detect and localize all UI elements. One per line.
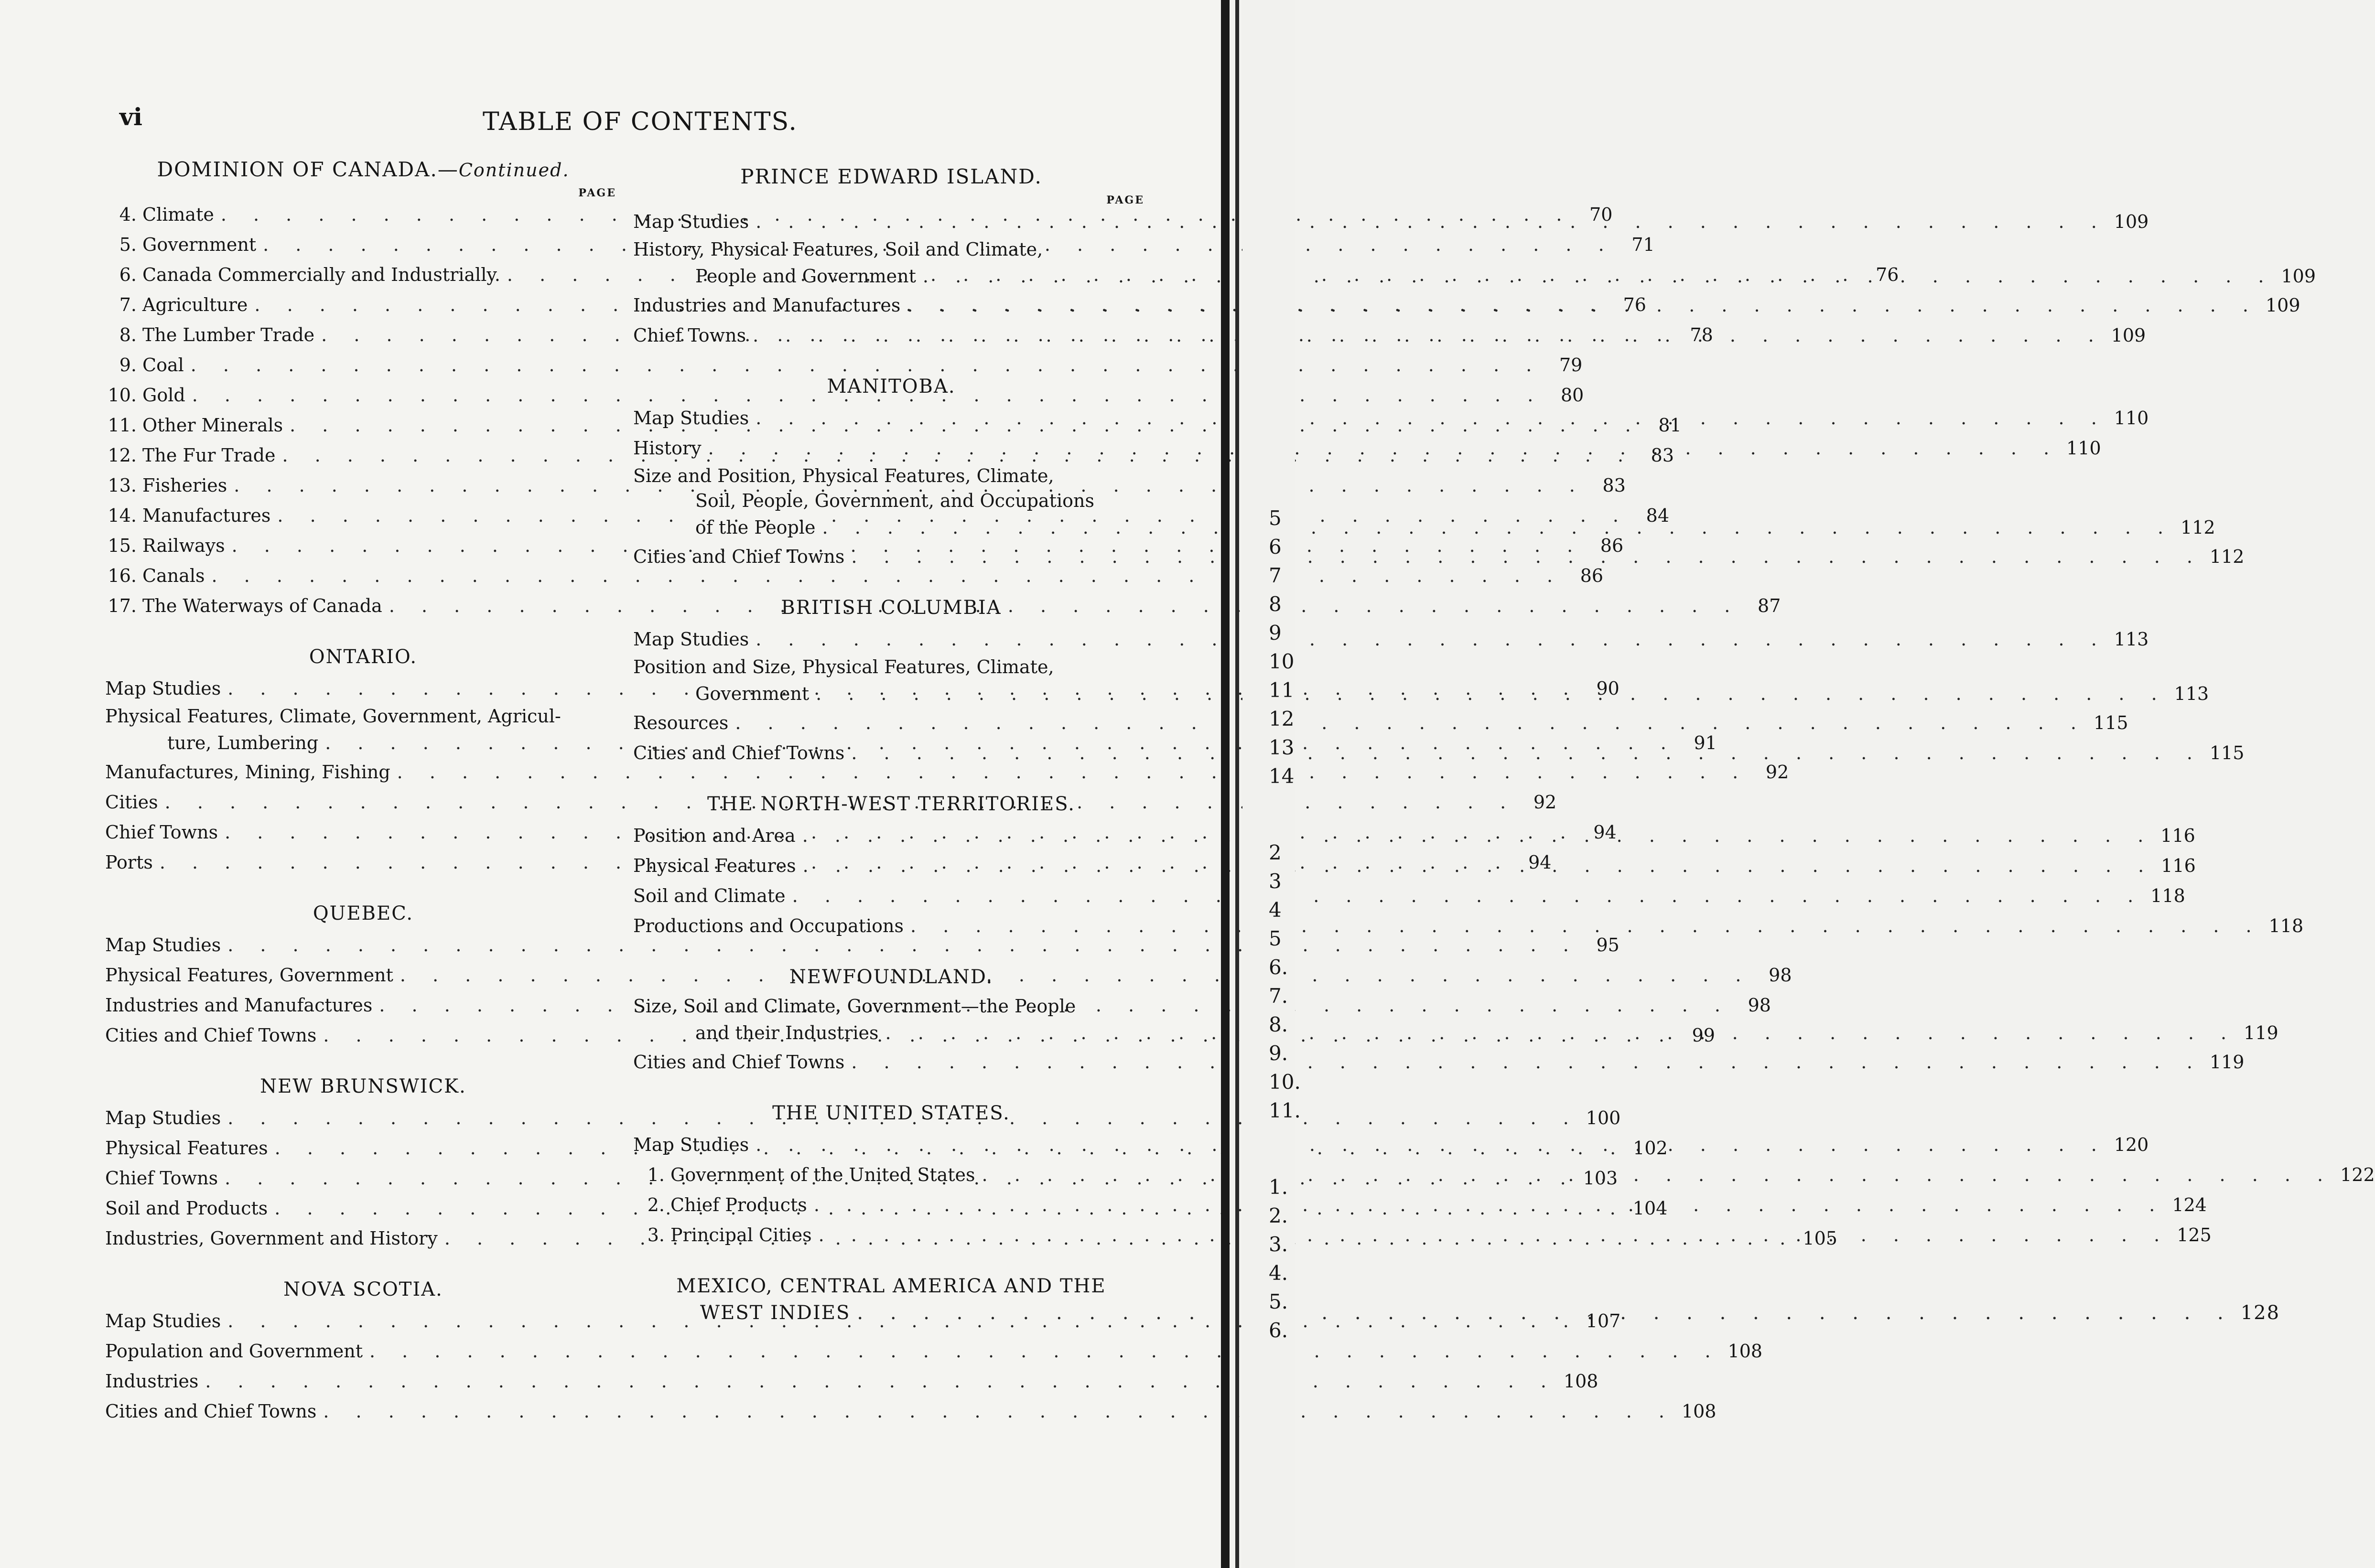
page-number: 118	[2150, 885, 2185, 906]
page-number: 122	[2340, 1164, 2375, 1185]
entry-label: Coal	[142, 354, 184, 376]
entry-label: Map Studies	[633, 211, 749, 232]
page-number: 70	[1589, 204, 1613, 225]
entry-label: Cities	[105, 792, 158, 813]
page-number: 86	[1580, 565, 1604, 586]
section-title-text: QUEBEC.	[313, 902, 414, 924]
facing-page-number: 6.	[1269, 956, 1288, 979]
entry-label: Manufactures	[142, 505, 271, 526]
page-number: 118	[2268, 915, 2304, 936]
dot-leader	[735, 708, 2087, 738]
dot-leader	[923, 262, 2275, 290]
entry-label: Position and Area	[633, 825, 796, 846]
page-number: 116	[2161, 855, 2196, 876]
entry-label: Chief Towns	[633, 325, 746, 346]
page-number: 83	[1602, 475, 1626, 496]
page-number: 98	[1748, 995, 1771, 1016]
section-title	[105, 897, 621, 930]
page-number: 109	[2114, 211, 2149, 232]
page-number: 125	[2177, 1224, 2212, 1246]
facing-page-number: 7	[1269, 564, 1282, 587]
entry-number: 9.	[119, 354, 137, 376]
dot-leader	[205, 1366, 1557, 1396]
entry-number: 12.	[108, 445, 137, 466]
entry-label: Map Studies	[105, 1310, 221, 1332]
page-number: 91	[1694, 732, 1717, 753]
facing-page-number: 6.	[1269, 1319, 1288, 1342]
entry-number: 7.	[119, 294, 137, 315]
entry-label: Cities and Chief Towns	[633, 546, 845, 567]
section-title-continued: Continued.	[458, 160, 570, 181]
dot-leader	[756, 403, 2107, 433]
facing-page-number: 8	[1269, 592, 1282, 616]
dot-leader	[851, 738, 2203, 768]
dot-leader	[910, 911, 2262, 941]
section-title-text: ONTARIO.	[309, 646, 418, 668]
entry-label: Map Studies	[633, 1134, 749, 1155]
entry-label: Ports	[105, 852, 153, 873]
entry-label: Industries, Government and History	[105, 1228, 438, 1249]
page-gutter-shadow	[1221, 0, 1230, 1568]
facing-page-number: 11	[1269, 678, 1295, 702]
facing-page-number: 2	[1269, 841, 1282, 864]
page-number: 76	[1876, 264, 1899, 285]
section-title-text: THE NORTH-WEST TERRITORIES.	[707, 793, 1075, 815]
entry-label: Map Studies	[633, 629, 749, 650]
facing-page-number: 13	[1269, 736, 1295, 759]
entry-label: Agriculture	[142, 294, 248, 315]
page-number: 83	[1651, 445, 1674, 466]
dot-leader	[756, 207, 2107, 237]
page-number: 81	[1658, 415, 1682, 436]
entry-label: Map Studies	[633, 408, 749, 429]
page-number: 108	[1727, 1341, 1763, 1362]
section-title	[105, 640, 621, 674]
section-title-text: THE UNITED STATES.	[772, 1102, 1010, 1124]
facing-page-number: 7.	[1269, 984, 1288, 1008]
section-title-text: MANITOBA.	[827, 376, 956, 397]
entry-label: Railways	[142, 535, 225, 556]
page-number: 103	[1583, 1168, 1618, 1189]
entry-label-continued: of the People	[695, 517, 816, 538]
toc-entry	[105, 350, 1583, 380]
dot-leader	[816, 679, 2168, 708]
entry-label: Size, Soil and Climate, Government—the People	[633, 996, 1076, 1017]
entry-number: 10.	[108, 385, 137, 406]
facing-page-number: 1.	[1269, 1175, 1288, 1199]
entry-label: Canals	[142, 565, 205, 586]
entry-label: Gold	[142, 385, 185, 406]
dot-leader	[885, 1019, 2237, 1047]
entry-number: 6.	[119, 264, 137, 285]
page-number: 104	[1632, 1198, 1668, 1219]
toc-entry	[633, 911, 2304, 941]
section-title	[105, 153, 621, 186]
section-title-text: PRINCE EDWARD ISLAND.	[740, 165, 1042, 188]
section-title-text: MEXICO, CENTRAL AMERICA AND THE	[676, 1275, 1106, 1297]
dot-leader	[814, 1190, 2166, 1220]
page-number: 124	[2172, 1194, 2207, 1215]
dot-leader	[803, 851, 2155, 881]
running-title: TABLE OF CONTENTS.	[483, 107, 798, 136]
dot-leader	[369, 1336, 1721, 1366]
entry-label-continued: People and Government	[695, 266, 916, 287]
page-number: 110	[2066, 438, 2101, 459]
dot-leader	[756, 624, 2107, 655]
entry-label: Physical Features, Government	[105, 965, 393, 986]
section-title	[633, 591, 1149, 624]
entry-number: 14.	[108, 505, 137, 526]
page-number: 86	[1600, 535, 1624, 556]
entry-label: Cities and Chief Towns	[105, 1025, 317, 1046]
page-number: 119	[2244, 1022, 2278, 1043]
page-column-heading: PAGE	[1106, 194, 1144, 206]
entry-label: Map Studies	[105, 934, 221, 956]
facing-page-number: 5	[1269, 506, 1282, 530]
entry-label: Soil and Products	[105, 1198, 268, 1219]
section-title-line2: WEST INDIES	[700, 1302, 851, 1324]
entry-label: Resources	[633, 712, 729, 733]
entry-number: 17.	[108, 595, 137, 616]
dot-leader	[982, 1160, 2334, 1190]
page-number: 128	[2240, 1302, 2280, 1324]
facing-page-number: 2.	[1269, 1204, 1288, 1227]
page-folio: vi	[119, 103, 143, 131]
page-number: 113	[2174, 683, 2209, 704]
section-title	[105, 1273, 621, 1306]
entry-label: Cities and Chief Towns	[633, 742, 845, 763]
section-title-text: NOVA SCOTIA.	[283, 1278, 443, 1300]
facing-page-number: 11.	[1269, 1099, 1301, 1122]
page-number: 112	[2181, 517, 2215, 538]
entry-label: Productions and Occupations	[633, 915, 904, 936]
facing-page-number: 10.	[1269, 1070, 1301, 1094]
entry-label-continued: Soil, People, Government, and Occupations	[695, 490, 1094, 511]
entry-label: History	[633, 438, 702, 459]
page-number: 113	[2114, 629, 2149, 650]
page-number: 79	[1559, 354, 1583, 376]
entry-number: 4.	[119, 204, 137, 225]
facing-page-number: 14	[1269, 764, 1295, 788]
facing-page-number: 9.	[1269, 1042, 1288, 1065]
entry-label: The Fur Trade	[142, 445, 276, 466]
entry-label: The Waterways of Canada	[142, 595, 382, 616]
entry-label: Climate	[142, 204, 214, 225]
entry-number: 1.	[647, 1164, 665, 1185]
dot-leader	[753, 321, 2105, 351]
section-title	[633, 160, 1149, 193]
entry-label: Map Studies	[105, 678, 221, 699]
page-number: 116	[2160, 825, 2195, 846]
entry-label: Government	[142, 234, 257, 255]
section-title-text: DOMINION OF CANADA.—	[157, 158, 459, 181]
facing-page-number: 10	[1269, 650, 1295, 673]
page-number: 95	[1596, 934, 1619, 956]
entry-number: 8.	[119, 324, 137, 345]
section-title	[633, 1096, 1149, 1130]
dot-leader	[851, 542, 2203, 572]
entry-label: Government of the United States	[670, 1164, 975, 1185]
section-title	[105, 1070, 621, 1103]
entry-label: Position and Size, Physical Features, Climate,	[633, 656, 1054, 677]
dot-leader	[708, 433, 2060, 463]
page-number: 87	[1758, 595, 1781, 616]
entry-label: Other Minerals	[142, 415, 283, 436]
toc-entry	[633, 624, 2149, 655]
dot-leader	[756, 1130, 2107, 1160]
entry-label: Fisheries	[142, 475, 227, 496]
facing-page-number: 5.	[1269, 1290, 1288, 1313]
page-number: 109	[2265, 295, 2300, 316]
dot-leader	[851, 1047, 2203, 1077]
page-number: 94	[1528, 852, 1552, 873]
toc-entry	[105, 1366, 1598, 1396]
page-number: 100	[1586, 1107, 1621, 1128]
page-number: 110	[2114, 408, 2149, 429]
dot-leader	[792, 881, 2144, 911]
facing-page-number: 12	[1269, 707, 1295, 730]
page-number: 108	[1563, 1371, 1598, 1392]
page-number: 115	[2209, 742, 2245, 763]
entry-label: Manufactures, Mining, Fishing	[105, 762, 390, 783]
page-number: 92	[1765, 762, 1789, 783]
entry-number: 13.	[108, 475, 137, 496]
facing-page-number: 5	[1269, 927, 1282, 950]
page-number: 102	[1633, 1138, 1668, 1159]
page-gutter-edge	[1235, 0, 1239, 1568]
entry-number: 2.	[647, 1194, 665, 1215]
entry-label: Principal Cities	[670, 1224, 812, 1246]
page-number: 109	[2281, 266, 2316, 287]
entry-number: 16.	[108, 565, 137, 586]
dot-leader	[857, 1298, 2234, 1328]
entry-number: 5.	[119, 234, 137, 255]
facing-page-edge	[1242, 0, 1301, 1568]
entry-label: History, Physical Features, Soil and Climate,	[633, 239, 1043, 260]
toc-entry	[105, 1336, 1763, 1366]
entry-label: Physical Features	[633, 855, 796, 876]
page-number: 108	[1681, 1401, 1716, 1422]
page-number: 90	[1596, 678, 1619, 699]
facing-page-number: 4.	[1269, 1261, 1288, 1285]
page-number: 120	[2114, 1134, 2149, 1155]
page-number: 105	[1803, 1228, 1837, 1249]
entry-label: Chief Towns	[105, 1168, 218, 1189]
entry-label: Industries and Manufactures	[633, 295, 901, 316]
page-number: 78	[1690, 324, 1713, 345]
toc-entry	[105, 930, 1619, 960]
page-number: 112	[2209, 546, 2245, 567]
toc-entry	[105, 1396, 1716, 1427]
entry-label: Chief Towns	[105, 822, 218, 843]
facing-page-number: 8.	[1269, 1013, 1288, 1036]
entry-label: Physical Features	[105, 1138, 268, 1159]
facing-page-number: 3	[1269, 870, 1282, 893]
entry-label: Physical Features, Climate, Government, Agricul-	[105, 706, 561, 727]
entry-label: Canada Commercially and Industrially.	[142, 264, 500, 285]
page-number: 84	[1646, 505, 1669, 526]
dot-leader	[907, 290, 2259, 321]
page-number: 109	[2111, 325, 2146, 346]
section-title-text: BRITISH COLUMBIA	[781, 597, 1002, 619]
facing-page-number: 9	[1269, 621, 1282, 644]
dot-leader	[802, 821, 2154, 851]
toc-entry	[633, 881, 2185, 911]
page-number: 99	[1692, 1025, 1715, 1046]
entry-number: 15.	[108, 535, 137, 556]
section-title	[633, 787, 1149, 821]
section-title	[633, 370, 1149, 403]
toc-entry	[105, 561, 1604, 591]
page-number: 119	[2209, 1052, 2245, 1073]
toc-entry	[633, 1047, 2245, 1077]
entry-label: Industries	[105, 1371, 199, 1392]
entry-label: Population and Government	[105, 1341, 363, 1362]
entry-label: Soil and Climate	[633, 885, 786, 906]
entry-label-continued: and their Industries	[695, 1022, 879, 1043]
facing-page-number: 4	[1269, 898, 1282, 922]
entry-label-continued: ture, Lumbering	[167, 732, 319, 753]
facing-page-number: 6	[1269, 535, 1282, 558]
page-number: 98	[1769, 965, 1792, 986]
dot-leader	[819, 1220, 2170, 1250]
page-number: 107	[1586, 1310, 1621, 1332]
page-number: 76	[1623, 294, 1646, 315]
entry-label: Cities and Chief Towns	[633, 1052, 845, 1073]
page-number: 92	[1533, 792, 1557, 813]
facing-page-number: 3.	[1269, 1233, 1288, 1256]
entry-label: Size and Position, Physical Features, Climate,	[633, 465, 1054, 486]
entry-label-continued: Government	[695, 683, 810, 704]
entry-number: 3.	[647, 1224, 665, 1246]
page-column-heading: PAGE	[578, 187, 616, 199]
entry-label: Industries and Manufactures	[105, 995, 373, 1016]
page-number: 71	[1631, 234, 1655, 255]
entry-label: Cities and Chief Towns	[105, 1401, 317, 1422]
entry-label: The Lumber Trade	[142, 324, 315, 345]
entry-label: Chief Products	[670, 1194, 807, 1215]
page-number: 115	[2093, 712, 2128, 733]
section-title	[633, 960, 1149, 994]
entry-number: 11.	[108, 415, 137, 436]
section-title-text: NEWFOUNDLAND.	[789, 966, 993, 988]
dot-leader	[323, 1396, 1675, 1427]
entry-label: Map Studies	[105, 1107, 221, 1128]
page-number: 94	[1593, 822, 1617, 843]
dot-leader	[822, 513, 2174, 542]
page-number: 80	[1560, 385, 1584, 406]
section-title-text: NEW BRUNSWICK.	[260, 1075, 466, 1097]
